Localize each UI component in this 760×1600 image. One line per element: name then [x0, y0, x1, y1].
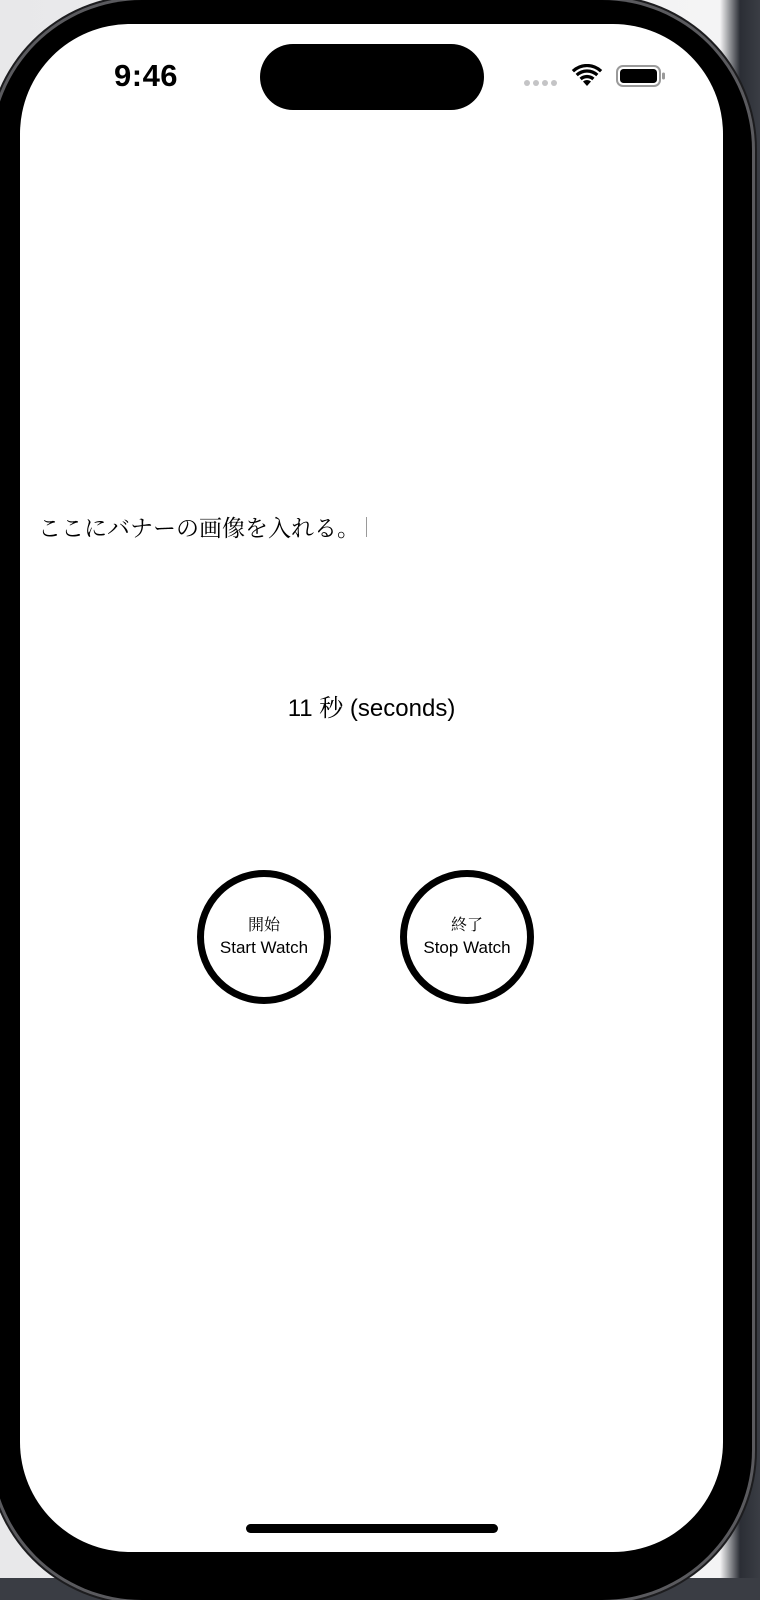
start-button-label-jp: 開始 — [247, 917, 280, 934]
cellular-signal-icon — [524, 80, 557, 86]
dynamic-island — [260, 44, 484, 110]
start-watch-button[interactable] — [197, 870, 331, 1004]
stop-watch-button[interactable] — [400, 870, 534, 1004]
elapsed-seconds-display: 11 秒 (seconds) — [287, 695, 456, 722]
banner-placeholder-text: ここにバナーの画像を入れる。 — [38, 515, 360, 541]
stop-button-label-en: Stop Watch — [423, 938, 511, 957]
stop-button-label-jp: 終了 — [450, 917, 483, 934]
start-button-label-en: Start Watch — [219, 938, 309, 957]
battery-icon — [616, 64, 666, 88]
app-screen — [20, 24, 723, 1552]
text-caret — [366, 517, 367, 537]
wifi-icon — [571, 64, 603, 88]
status-time: 9:46 — [114, 58, 179, 93]
home-indicator[interactable] — [246, 1524, 498, 1533]
